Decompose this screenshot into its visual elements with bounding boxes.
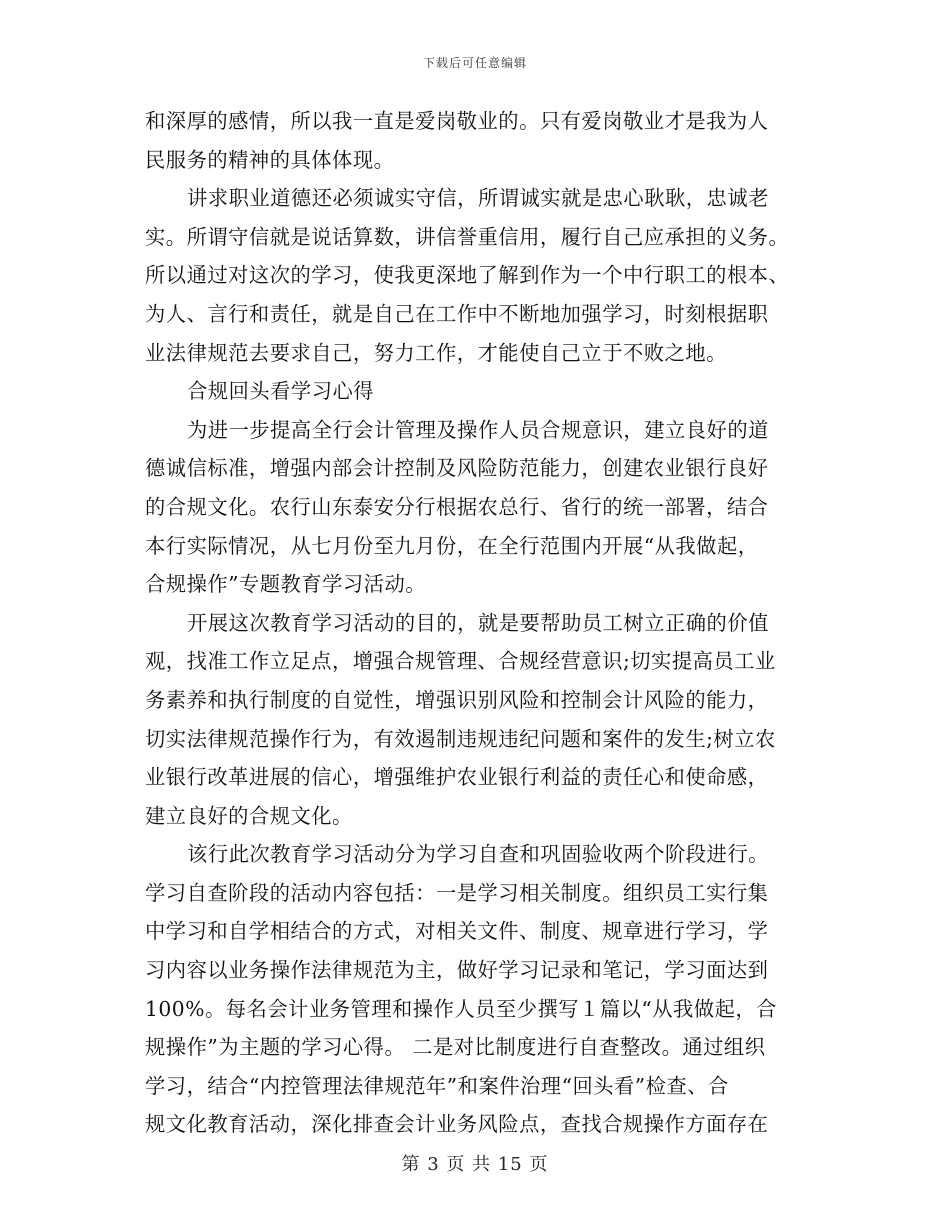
page-number: 第 3 页 共 15 页	[401, 1154, 549, 1175]
text-line: 本行实际情况，从七月份至九月份，在全行范围内开展“从我做起，	[145, 533, 759, 558]
text-line: 的合规文化。农行山东泰安分行根据农总行、省行的统一部署，结合	[145, 494, 769, 519]
text-line: 该行此次教育学习活动分为学习自查和巩固验收两个阶段进行。	[187, 842, 769, 867]
text-line: 讲求职业道德还必须诚实守信，所谓诚实就是忠心耿耿，忠诚老	[187, 186, 769, 211]
text-line: 为进一步提高全行会计管理及操作人员合规意识，建立良好的道	[187, 417, 769, 442]
text-line: 开展这次教育学习活动的目的，就是要帮助员工树立正确的价值	[187, 610, 769, 635]
text-line: 民服务的精神的具体体现。	[145, 147, 395, 172]
text-line: 业法律规范去要求自己，努力工作，才能使自己立于不败之地。	[145, 340, 727, 365]
text-line: 学习，结合“内控管理法律规范年”和案件治理“回头看”检查、合	[145, 1073, 729, 1098]
text-line: 所以通过对这次的学习，使我更深地了解到作为一个中行职工的根本、	[145, 263, 790, 288]
section-heading: 合规回头看学习心得	[187, 379, 375, 404]
page-header-note: 下载后可任意编辑	[422, 56, 527, 70]
text-line: 学习自查阶段的活动内容包括：一是学习相关制度。组织员工实行集	[145, 880, 769, 905]
text-line: 切实法律规范操作行为，有效遏制违规违纪问题和案件的发生;树立农	[145, 726, 776, 751]
text-line: 中学习和自学相结合的方式，对相关文件、制度、规章进行学习，学	[145, 919, 769, 944]
text-line: 规文化教育活动，深化排查会计业务风险点，查找合规操作方面存在	[145, 1112, 769, 1137]
text-line: 建立良好的合规文化。	[145, 803, 353, 828]
text-line: 务素养和执行制度的自觉性，增强识别风险和控制会计风险的能力，	[145, 687, 769, 712]
text-line: 100%。每名会计业务管理和操作人员至少撰写１篇以“从我做起，合	[145, 996, 777, 1021]
text-line: 业银行改革进展的信心，增强维护农业银行利益的责任心和使命感，	[145, 765, 769, 790]
text-line: 规操作”为主题的学习心得。 二是对比制度进行自查整改。通过组织	[145, 1035, 766, 1060]
text-line: 德诚信标准，增强内部会计控制及风险防范能力，创建农业银行良好	[145, 456, 769, 481]
text-line: 习内容以业务操作法律规范为主，做好学习记录和笔记，学习面达到	[145, 958, 769, 983]
text-line: 合规操作”专题教育学习活动。	[145, 572, 427, 597]
document-body	[145, 102, 810, 1144]
text-line: 观，找准工作立足点，增强合规管理、合规经营意识;切实提高员工业	[145, 649, 776, 674]
text-line: 为人、言行和责任，就是自己在工作中不断地加强学习，时刻根据职	[145, 301, 769, 326]
text-line: 和深厚的感情，所以我一直是爱岗敬业的。只有爱岗敬业才是我为人	[145, 109, 769, 133]
text-line: 实。所谓守信就是说话算数，讲信誉重信用，履行自己应承担的义务。	[145, 224, 790, 249]
